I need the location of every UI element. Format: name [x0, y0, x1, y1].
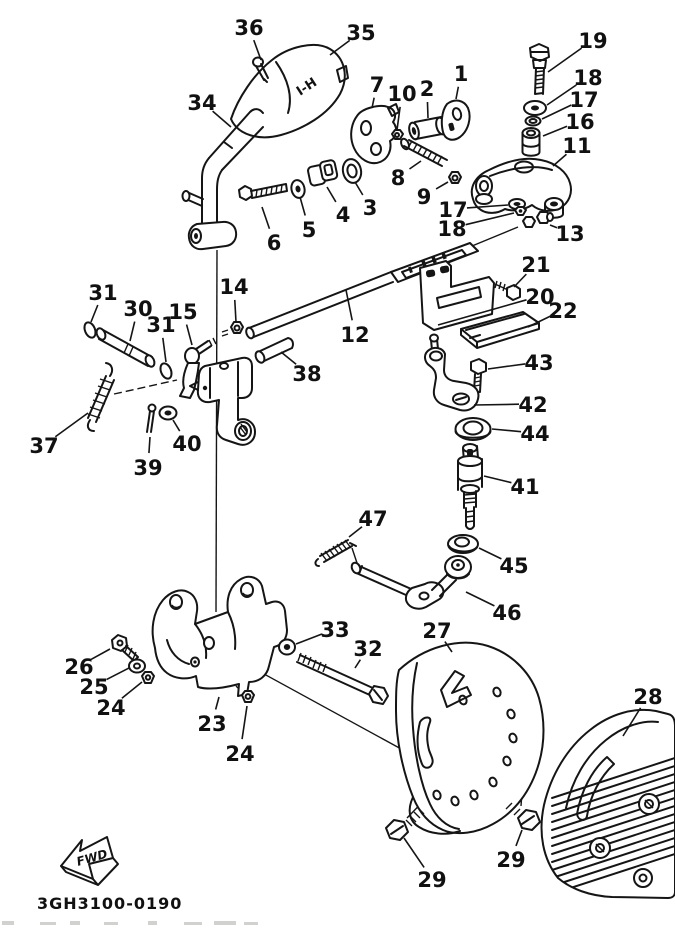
part-spring-47	[315, 540, 358, 566]
part-nut-9	[449, 172, 461, 183]
part-cover-28	[542, 710, 675, 898]
callout-leader-40	[173, 420, 180, 431]
part-washer-5	[290, 179, 306, 199]
callout-leader-33	[296, 634, 322, 644]
callout-39: 39	[133, 456, 163, 480]
part-nut-10	[392, 130, 403, 139]
callout-leader-25	[106, 668, 129, 680]
callout-47: 47	[358, 507, 388, 531]
callout-21: 21	[521, 253, 551, 277]
callout-37: 37	[29, 434, 59, 458]
callout-leader-14	[235, 300, 236, 322]
part-joint-13	[523, 212, 553, 227]
callout-44: 44	[520, 422, 550, 446]
callout-38: 38	[292, 362, 322, 386]
part-washer-25	[129, 660, 145, 673]
callout-36: 36	[234, 16, 264, 40]
callout-12: 12	[340, 323, 370, 347]
part-washer-45	[448, 535, 478, 553]
callout-18: 18	[437, 217, 467, 241]
callout-10: 10	[387, 82, 417, 106]
callout-15: 15	[168, 300, 198, 324]
callout-leader-30	[130, 322, 135, 341]
part-washer-3	[341, 157, 364, 184]
callout-leader-12	[346, 290, 352, 320]
part-nut-24-left	[142, 672, 154, 683]
callout-34: 34	[187, 91, 217, 115]
fwd-arrow	[61, 837, 118, 885]
callout-leader-46	[466, 592, 494, 606]
callout-leader-42	[474, 404, 519, 405]
callout-leader-9	[436, 182, 448, 189]
callout-18: 18	[573, 66, 603, 90]
callout-24: 24	[225, 742, 255, 766]
part-washer-33	[279, 640, 295, 655]
callout-14: 14	[219, 275, 249, 299]
callout-leader-37	[55, 413, 88, 437]
part-nut-24-right	[242, 691, 254, 702]
callout-leader-4	[327, 187, 336, 202]
callout-7: 7	[369, 73, 385, 97]
part-bolt-6	[239, 184, 287, 200]
callout-8: 8	[390, 166, 406, 190]
callout-30: 30	[123, 297, 153, 321]
callout-leader-41	[484, 476, 511, 483]
callout-31: 31	[88, 281, 118, 305]
callout-leader-26	[91, 649, 110, 659]
callout-17: 17	[569, 88, 599, 112]
part-cotter-pin-39	[147, 405, 156, 433]
part-shift-shaft-41	[458, 444, 482, 529]
part-shift-knob-35	[231, 45, 348, 137]
callout-leader-31	[91, 305, 98, 322]
callout-4: 4	[335, 203, 351, 227]
callout-19: 19	[578, 29, 608, 53]
callout-3: 3	[362, 196, 378, 220]
callout-leader-23	[216, 697, 219, 709]
callout-leader-29	[516, 830, 522, 846]
callout-leader-43	[488, 364, 525, 369]
part-bolt-26	[112, 635, 138, 661]
part-nut-14	[222, 322, 243, 336]
callout-29: 29	[496, 848, 526, 872]
callout-leader-39	[149, 437, 150, 453]
callout-25: 25	[79, 675, 109, 699]
part-bolt-19	[530, 44, 549, 94]
part-adjust-bolt-8	[400, 138, 447, 166]
footer-faint-print	[2, 921, 258, 925]
callout-leader-45	[479, 548, 501, 559]
callout-leader-44	[492, 429, 521, 432]
part-spring-37	[88, 363, 114, 431]
callout-leader-8	[409, 161, 421, 169]
callout-31: 31	[146, 313, 176, 337]
part-oring-31-left	[82, 321, 97, 340]
part-stopper-1	[442, 101, 470, 140]
callout-2: 2	[419, 77, 435, 101]
callout-29: 29	[417, 868, 447, 892]
part-grommet-44	[456, 418, 491, 440]
part-bushing-4	[307, 160, 338, 187]
callout-23: 23	[197, 712, 227, 736]
part-ring-17-upper	[526, 117, 541, 126]
callout-32: 32	[353, 637, 383, 661]
callout-leader-6	[262, 207, 269, 229]
callout-leader-29	[404, 838, 424, 867]
part-oring-31-right	[158, 362, 173, 381]
callout-24: 24	[96, 696, 126, 720]
callout-9: 9	[416, 185, 432, 209]
part-stopper-lever-46	[350, 556, 471, 609]
callout-46: 46	[492, 601, 522, 625]
callout-20: 20	[525, 285, 555, 309]
part-bolt-29-left	[386, 808, 424, 840]
callout-1: 1	[453, 62, 469, 86]
callout-leader-15	[187, 325, 192, 345]
fwd-arrow-label: FWD	[74, 846, 110, 869]
callout-6: 6	[266, 231, 282, 255]
callout-5: 5	[301, 218, 317, 242]
callout-45: 45	[499, 554, 529, 578]
part-washer-18-upper	[524, 101, 546, 115]
callout-13: 13	[555, 222, 585, 246]
callout-40: 40	[172, 432, 202, 456]
callout-16: 16	[565, 110, 595, 134]
knob-marking: I-H	[294, 75, 320, 100]
callout-leader-3	[355, 182, 363, 195]
drawing-code: 3GH3100-0190	[37, 894, 183, 913]
callout-11: 11	[562, 134, 592, 158]
callout-17: 17	[438, 198, 468, 222]
callout-33: 33	[320, 618, 350, 642]
callout-leader-1	[456, 87, 458, 99]
callout-43: 43	[524, 351, 554, 375]
part-nut-18-lower	[515, 207, 526, 215]
part-washer-40	[160, 407, 177, 420]
part-link-42	[425, 335, 478, 411]
callout-leader-5	[300, 197, 305, 216]
callout-27: 27	[422, 619, 452, 643]
callout-leader-18	[466, 213, 514, 225]
callout-leader-2	[427, 102, 428, 118]
part-bracket-23	[153, 577, 287, 696]
callout-26: 26	[64, 655, 94, 679]
part-pin-38	[254, 338, 293, 364]
callout-leader-24	[242, 706, 247, 739]
callout-35: 35	[346, 21, 376, 45]
callout-leader-31	[163, 338, 166, 362]
callout-41: 41	[510, 475, 540, 499]
callout-22: 22	[548, 299, 578, 323]
callout-42: 42	[518, 393, 548, 417]
callout-28: 28	[633, 685, 663, 709]
part-collar-16	[523, 128, 540, 156]
